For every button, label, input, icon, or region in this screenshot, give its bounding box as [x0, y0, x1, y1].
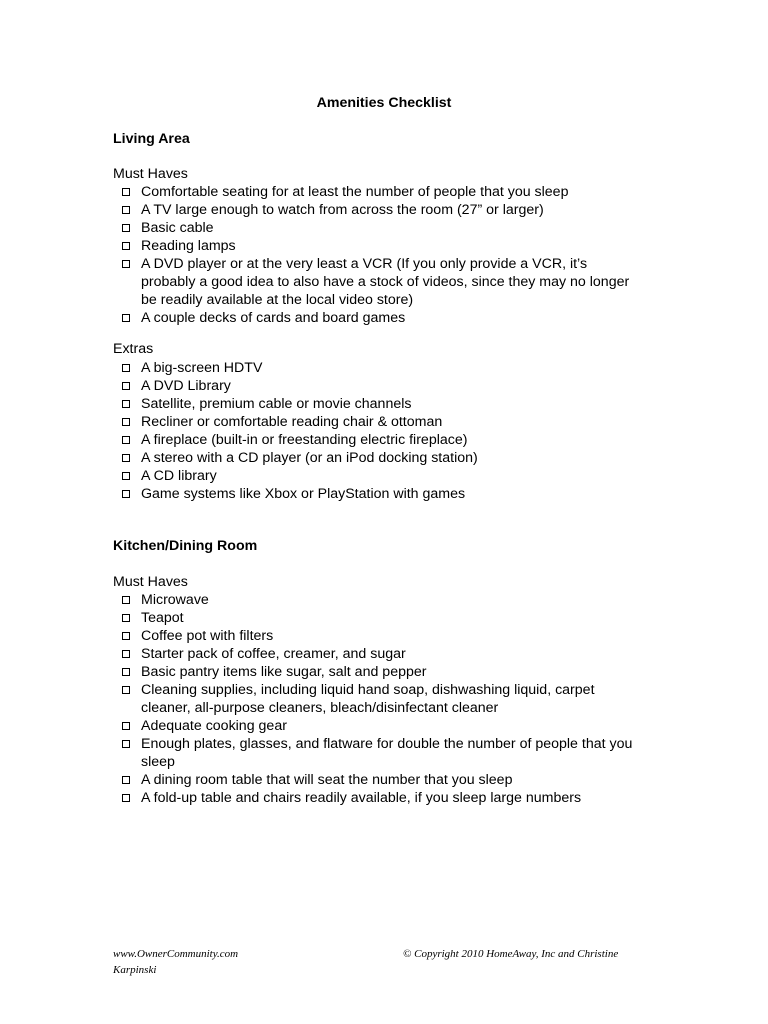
item-text: A TV large enough to watch from across the room (27” or larger)	[141, 202, 544, 218]
list-item	[122, 735, 642, 771]
item-text: Basic cable	[141, 220, 214, 236]
document-title: Amenities Checklist	[316, 95, 452, 111]
item-text: Teapot	[141, 610, 184, 626]
item-text: Satellite, premium cable or movie channels	[141, 396, 412, 412]
item-text: A big-screen HDTV	[141, 360, 263, 376]
footer-website[interactable]: www.OwnerCommunity.com	[113, 948, 239, 960]
checkbox[interactable]	[122, 364, 130, 372]
item-text: A CD library	[141, 468, 217, 484]
item-text: Game systems like Xbox or PlayStation with games	[141, 486, 466, 502]
item-text: A fireplace (built-in or freestanding electric fireplace)	[141, 432, 468, 448]
list-item	[122, 255, 642, 309]
checkbox[interactable]	[122, 472, 130, 480]
list-item	[122, 219, 642, 237]
checkbox[interactable]	[122, 632, 130, 640]
checkbox[interactable]	[122, 776, 130, 784]
checkbox[interactable]	[122, 668, 130, 676]
checkbox[interactable]	[122, 314, 130, 322]
list-item	[122, 377, 642, 395]
item-text: Coffee pot with filters	[141, 628, 274, 644]
item-text: Recliner or comfortable reading chair & ottoman	[141, 414, 443, 430]
list-item	[122, 201, 642, 219]
item-text: A DVD Library	[141, 378, 231, 394]
list-item	[122, 449, 642, 467]
item-text: Comfortable seating for at least the number of people that you sleep	[141, 184, 569, 200]
checkbox[interactable]	[122, 206, 130, 214]
list-item	[122, 431, 642, 449]
list-item	[122, 663, 642, 681]
checkbox[interactable]	[122, 400, 130, 408]
list-item	[122, 413, 642, 431]
subhead-kitchen-must-haves: Must Haves	[113, 574, 188, 590]
section-heading-living-area: Living Area	[113, 131, 190, 147]
checkbox[interactable]	[122, 650, 130, 658]
checkbox[interactable]	[122, 722, 130, 730]
checklist-living-must-haves	[122, 183, 642, 327]
checkbox[interactable]	[122, 436, 130, 444]
item-text: Basic pantry items like sugar, salt and pepper	[141, 664, 427, 680]
checklist-living-extras	[122, 359, 642, 503]
checkbox[interactable]	[122, 188, 130, 196]
checkbox[interactable]	[122, 260, 130, 268]
list-item	[122, 467, 642, 485]
list-item	[122, 771, 642, 789]
item-text: A fold-up table and chairs readily available, if you sleep large numbers	[141, 790, 582, 806]
item-text: Microwave	[141, 592, 209, 608]
checkbox[interactable]	[122, 490, 130, 498]
checkbox[interactable]	[122, 686, 130, 694]
item-text: Reading lamps	[141, 238, 236, 254]
checkbox[interactable]	[122, 242, 130, 250]
subhead-living-must-haves: Must Haves	[113, 166, 188, 182]
checkbox[interactable]	[122, 382, 130, 390]
checkbox[interactable]	[122, 224, 130, 232]
item-text: Enough plates, glasses, and flatware for double the number of people that you sleep	[141, 736, 633, 770]
checkbox[interactable]	[122, 740, 130, 748]
checkbox[interactable]	[122, 418, 130, 426]
item-text: Adequate cooking gear	[141, 718, 287, 734]
list-item	[122, 359, 642, 377]
checklist-kitchen-must-haves	[122, 591, 642, 807]
item-text: Cleaning supplies, including liquid hand soap, dishwashing liquid, carpet cleaner, all-purpose cleaners, bleach/disinfectant cleaner	[141, 682, 595, 716]
item-text: Starter pack of coffee, creamer, and sugar	[141, 646, 406, 662]
list-item	[122, 309, 642, 327]
list-item	[122, 395, 642, 413]
list-item	[122, 645, 642, 663]
list-item	[122, 681, 642, 717]
list-item	[122, 485, 642, 503]
item-text: A stereo with a CD player (or an iPod docking station)	[141, 450, 478, 466]
item-text: A DVD player or at the very least a VCR (If you only provide a VCR, it’s probably a good idea to also have a stock of videos, since they may no longer be readily available at the local video store)	[141, 256, 630, 308]
list-item	[122, 627, 642, 645]
checkbox[interactable]	[122, 596, 130, 604]
list-item	[122, 591, 642, 609]
list-item	[122, 237, 642, 255]
list-item	[122, 789, 642, 807]
list-item	[122, 183, 642, 201]
subhead-living-extras: Extras	[113, 341, 154, 357]
section-heading-kitchen-dining: Kitchen/Dining Room	[113, 538, 258, 554]
footer-copyright: © Copyright 2010 HomeAway, Inc and Christine	[403, 948, 619, 960]
item-text: A dining room table that will seat the number that you sleep	[141, 772, 513, 788]
item-text: A couple decks of cards and board games	[141, 310, 406, 326]
checkbox[interactable]	[122, 794, 130, 802]
footer-copyright-continuation: Karpinski	[113, 964, 157, 976]
checkbox[interactable]	[122, 614, 130, 622]
list-item	[122, 609, 642, 627]
list-item	[122, 717, 642, 735]
checkbox[interactable]	[122, 454, 130, 462]
